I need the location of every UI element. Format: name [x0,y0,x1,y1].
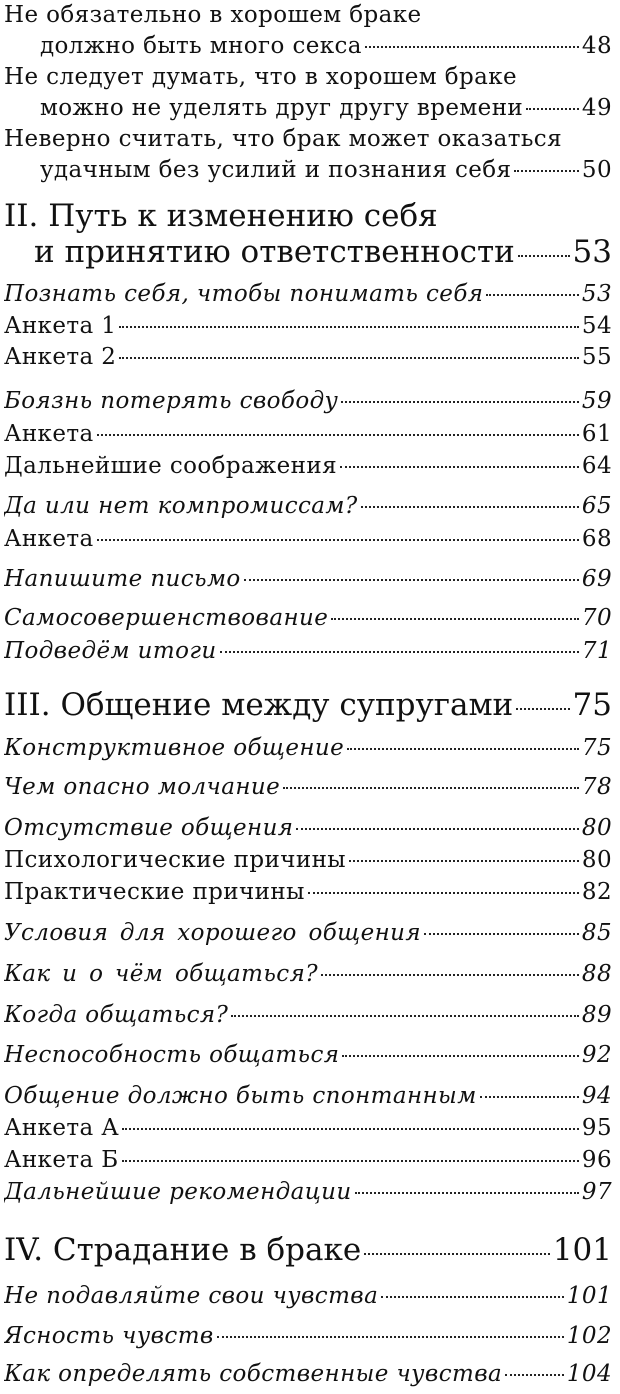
toc-entry-time[interactable] [4,62,612,124]
toc-entry[interactable] [4,1000,612,1031]
toc-section-3[interactable] [4,687,612,723]
toc-entry-text: удачным без усилий и познания себя [40,157,512,183]
toc-page-number: 50 [581,157,612,183]
toc-entry[interactable] [4,877,612,908]
leader-dots [217,1336,564,1338]
leader-dots [505,1374,564,1376]
toc-page-number: 80 [581,847,612,873]
toc-entry[interactable] [4,1040,612,1071]
toc-page-number: 65 [581,493,612,519]
toc-entry[interactable] [4,564,612,595]
toc-page-number: 97 [581,1179,612,1205]
toc-entry[interactable] [4,279,612,310]
toc-page-number: 101 [552,1232,612,1268]
toc-entry[interactable] [4,491,612,522]
toc-page-number: 102 [566,1323,612,1349]
toc-page-number: 95 [581,1115,612,1141]
toc-entry-text: Не обязательно в хорошем браке [4,2,422,28]
leader-dots [518,255,570,257]
leader-dots [220,651,579,653]
leader-dots [516,708,569,710]
toc-entry[interactable] [4,386,612,417]
toc-entry[interactable] [4,1113,612,1144]
leader-dots [526,108,579,110]
toc-page-number: 59 [581,388,612,414]
toc-entry-text: Как и о чём общаться? [4,961,318,987]
toc-entry-text: Не следует думать, что в хорошем браке [4,64,517,90]
toc-page-number: 78 [581,774,612,800]
toc-entry[interactable] [4,1321,612,1352]
toc-entry-text: Анкета 1 [4,313,117,339]
toc-section-2[interactable] [4,198,612,270]
leader-dots [424,933,579,935]
leader-dots [342,1055,579,1057]
toc-entry-text: Анкета [4,526,94,552]
leader-dots [365,46,579,48]
toc-entry[interactable] [4,419,612,450]
leader-dots [296,828,579,830]
toc-page-number: 80 [581,815,612,841]
leader-dots [321,974,579,976]
toc-page-number: 53 [581,281,612,307]
toc-entry[interactable] [4,733,612,764]
toc-page-number: 49 [581,95,612,121]
toc-entry[interactable] [4,772,612,803]
toc-entry-text: Конструктивное общение [4,735,345,761]
toc-entry-text: Познать себя, чтобы понимать себя [4,281,484,307]
leader-dots [231,1015,579,1017]
toc-entry-text: Когда общаться? [4,1002,229,1028]
section-title: III. Общение между супругами [4,687,514,723]
leader-dots [381,1296,564,1298]
toc-section-4[interactable] [4,1232,612,1268]
leader-dots [355,1192,579,1194]
leader-dots [97,434,579,436]
leader-dots [364,1253,550,1255]
leader-dots [349,860,579,862]
toc-page-number: 75 [581,735,612,761]
toc-entry-text: Отсутствие общения [4,815,294,841]
leader-dots [283,787,579,789]
toc-entry-text: Самосовершенствование [4,605,329,631]
toc-page-number: 88 [581,961,612,987]
section-title: II. Путь к изменению себя [4,198,438,234]
leader-dots [331,618,579,620]
toc-entry-sex[interactable] [4,0,612,62]
section-title: IV. Страдание в браке [4,1232,362,1268]
toc-entry-text: Анкета 2 [4,344,117,370]
toc-entry[interactable] [4,311,612,342]
toc-page-number: 96 [581,1147,612,1173]
leader-dots [244,579,579,581]
toc-entry[interactable] [4,1177,612,1208]
toc-entry[interactable] [4,603,612,634]
leader-dots [514,170,579,172]
leader-dots [119,357,579,359]
leader-dots [361,506,579,508]
toc-page-number: 55 [581,344,612,370]
toc-entry[interactable] [4,636,612,667]
toc-page-number: 69 [581,566,612,592]
leader-dots [340,466,579,468]
toc-page-number: 75 [572,687,612,723]
toc-page-number: 61 [581,421,612,447]
toc-entry-text: Практические причины [4,879,305,905]
toc-entry[interactable] [4,1145,612,1176]
toc-entry-text: можно не уделять друг другу времени [40,95,524,121]
toc-entry[interactable] [4,845,612,876]
section-title: и принятию ответственности [34,234,515,270]
leader-dots [480,1096,579,1098]
toc-entry-text: Ясность чувств [4,1323,214,1349]
toc-entry-text: Напишите письмо [4,566,241,592]
toc-entry-text: Анкета Б [4,1147,119,1173]
toc-page-number: 48 [581,33,612,59]
toc-entry-text: Не подавляйте свои чувства [4,1283,379,1309]
toc-page-number: 53 [572,234,612,270]
toc-entry-text: Да или нет компромиссам? [4,493,358,519]
toc-entry-text: Психологические причины [4,847,347,873]
toc-entry-text: Дальнейшие рекомендации [4,1179,352,1205]
toc-entry[interactable] [4,1081,612,1112]
leader-dots [119,326,579,328]
leader-dots [122,1128,579,1130]
toc-entry-text: Неверно считать, что брак может оказаться [4,126,562,152]
toc-page-number: 82 [581,879,612,905]
leader-dots [341,401,579,403]
leader-dots [308,892,579,894]
toc-entry-text: Подведём итоги [4,638,217,664]
toc-page-number: 94 [581,1083,612,1109]
toc-page-number: 92 [581,1042,612,1068]
toc-page-number: 101 [566,1283,612,1309]
toc-entry-text: должно быть много секса [40,33,362,59]
toc-page-number: 70 [581,605,612,631]
toc-entry-text: Боязнь потерять свободу [4,388,339,414]
toc-page-number: 71 [581,638,612,664]
toc-page-number: 64 [581,453,612,479]
toc-entry-effort[interactable] [4,124,612,186]
toc-entry[interactable] [4,959,612,990]
leader-dots [347,748,579,750]
toc-entry[interactable] [4,1359,612,1390]
toc-entry[interactable] [4,1281,612,1312]
toc-page-number: 104 [566,1361,612,1387]
toc-entry[interactable] [4,918,612,949]
leader-dots [97,539,579,541]
toc-entry[interactable] [4,451,612,482]
toc-entry[interactable] [4,813,612,844]
toc-entry-text: Анкета А [4,1115,120,1141]
toc-entry-text: Чем опасно молчание [4,774,281,800]
toc-page-number: 85 [581,920,612,946]
toc-entry-text: Неспособность общаться [4,1042,340,1068]
toc-entry-text: Дальнейшие соображения [4,453,338,479]
toc-entry-text: Общение должно быть спонтанным [4,1083,477,1109]
leader-dots [486,294,579,296]
toc-page-number: 68 [581,526,612,552]
toc-entry-text: Условия для хорошего общения [4,920,421,946]
toc-page-number: 89 [581,1002,612,1028]
toc-page-number: 54 [581,313,612,339]
toc-entry[interactable] [4,342,612,373]
toc-entry-text: Анкета [4,421,94,447]
leader-dots [122,1160,579,1162]
toc-entry[interactable] [4,524,612,555]
toc-entry-text: Как определять собственные чувства [4,1361,503,1387]
